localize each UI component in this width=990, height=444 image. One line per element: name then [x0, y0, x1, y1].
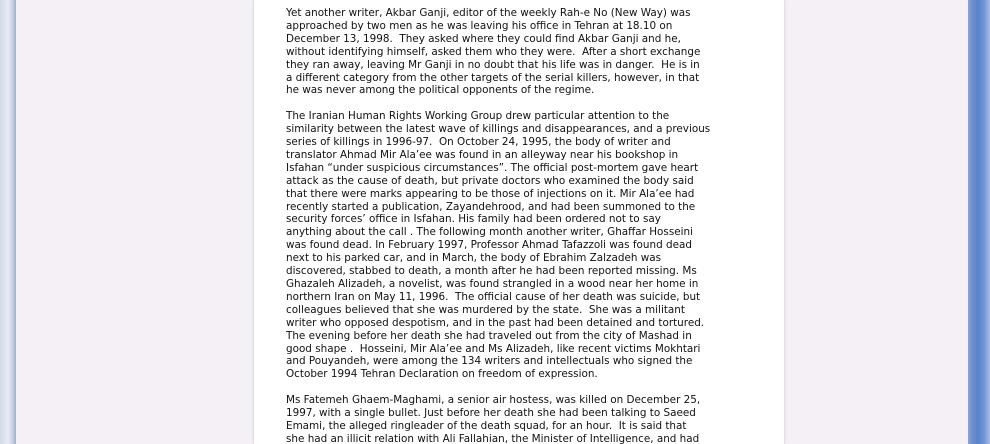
text-line: northern Iran on May 11, 1996. The official cause of her death was suicide, but — [286, 290, 701, 303]
paragraph-1 — [286, 7, 756, 97]
text-line: discovered, stabbed to death, a month after he had been reported missing. Ms — [286, 265, 697, 278]
text-line: they ran away, leaving Mr Ganji in no doubt that his life was in danger. He is in — [286, 58, 700, 71]
text-line: and Pouyandeh, were among the 134 writers and intellectuals who signed the — [286, 355, 693, 368]
text-line: good shape . Hosseini, Mir Ala’ee and Ms Alizadeh, like recent victims Mokhtari — [286, 342, 701, 355]
text-line: translator Ahmad Mir Ala’ee was found in an alleyway near his bookshop in — [286, 148, 679, 161]
text-line: writer who opposed despotism, and in the past had been detained and tortured. — [286, 316, 705, 329]
text-line: next to his parked car, and in March, the body of Ebrahim Zalzadeh was — [286, 252, 662, 265]
text-line: without identifying himself, asked them who they were. After a short exchange — [286, 45, 701, 58]
text-line: he was never among the political opponents of the regime. — [286, 84, 595, 97]
text-line: The Iranian Human Rights Working Group drew particular attention to the — [286, 110, 670, 123]
text-line: Emami, the alleged ringleader of the death squad, for an hour. It is said that — [286, 419, 687, 432]
document-page — [254, 0, 784, 444]
paragraph-3 — [286, 394, 756, 444]
text-line: anything about the call . The following month another writer, Ghaffar Hosseini — [286, 226, 693, 239]
document-body — [286, 7, 756, 444]
text-line: similarity between the latest wave of killings and disappearances, and a previous — [286, 123, 711, 136]
text-line: that there were marks appearing to be those of injections on it. Mir Ala’ee had — [286, 187, 695, 200]
text-line: Isfahan “under suspicious circumstances”. The official post-mortem gave heart — [286, 161, 699, 174]
text-line: security forces’ office in Isfahan. His family had been ordered not to say — [286, 213, 661, 226]
text-line: attack as the cause of death, but private doctors who examined the body said — [286, 174, 694, 187]
paragraph-2 — [286, 110, 756, 381]
document-canvas[interactable] — [16, 0, 968, 444]
window-right-frame — [968, 0, 990, 444]
text-line: 1997, with a single bullet. Just before her death she had been talking to Saeed — [286, 407, 696, 420]
text-line: recently started a publication, Zayandehrood, and had been summoned to the — [286, 200, 696, 213]
text-line: October 1994 Tehran Declaration on freedom of expression. — [286, 368, 598, 381]
text-line: series of killings in 1996-97. On October 24, 1995, the body of writer and — [286, 136, 671, 149]
text-line: colleagues believed that she was murdered by the state. She was a militant — [286, 303, 685, 316]
window-left-frame — [0, 0, 16, 444]
text-line: Yet another writer, Akbar Ganji, editor of the weekly Rah-e No (New Way) was — [286, 7, 691, 19]
text-line: Ghazaleh Alizadeh, a novelist, was found strangled in a wood near her home in — [286, 278, 699, 291]
text-line: The evening before her death she had traveled out from the city of Mashad in — [286, 329, 692, 342]
text-line: she had an illicit relation with Ali Fallahian, the Minister of Intelligence, and had — [286, 432, 700, 444]
text-line: was found dead. In February 1997, Professor Ahmad Tafazzoli was found dead — [286, 239, 692, 252]
text-line: a different category from the other targets of the serial killers, however, in that — [286, 71, 700, 84]
text-line: approached by two men as he was leaving his office in Tehran at 18.10 on — [286, 19, 673, 32]
text-line: Ms Fatemeh Ghaem-Maghami, a senior air hostess, was killed on December 25, — [286, 394, 701, 407]
text-line: December 13, 1998. They asked where they could find Akbar Ganji and he, — [286, 32, 681, 45]
